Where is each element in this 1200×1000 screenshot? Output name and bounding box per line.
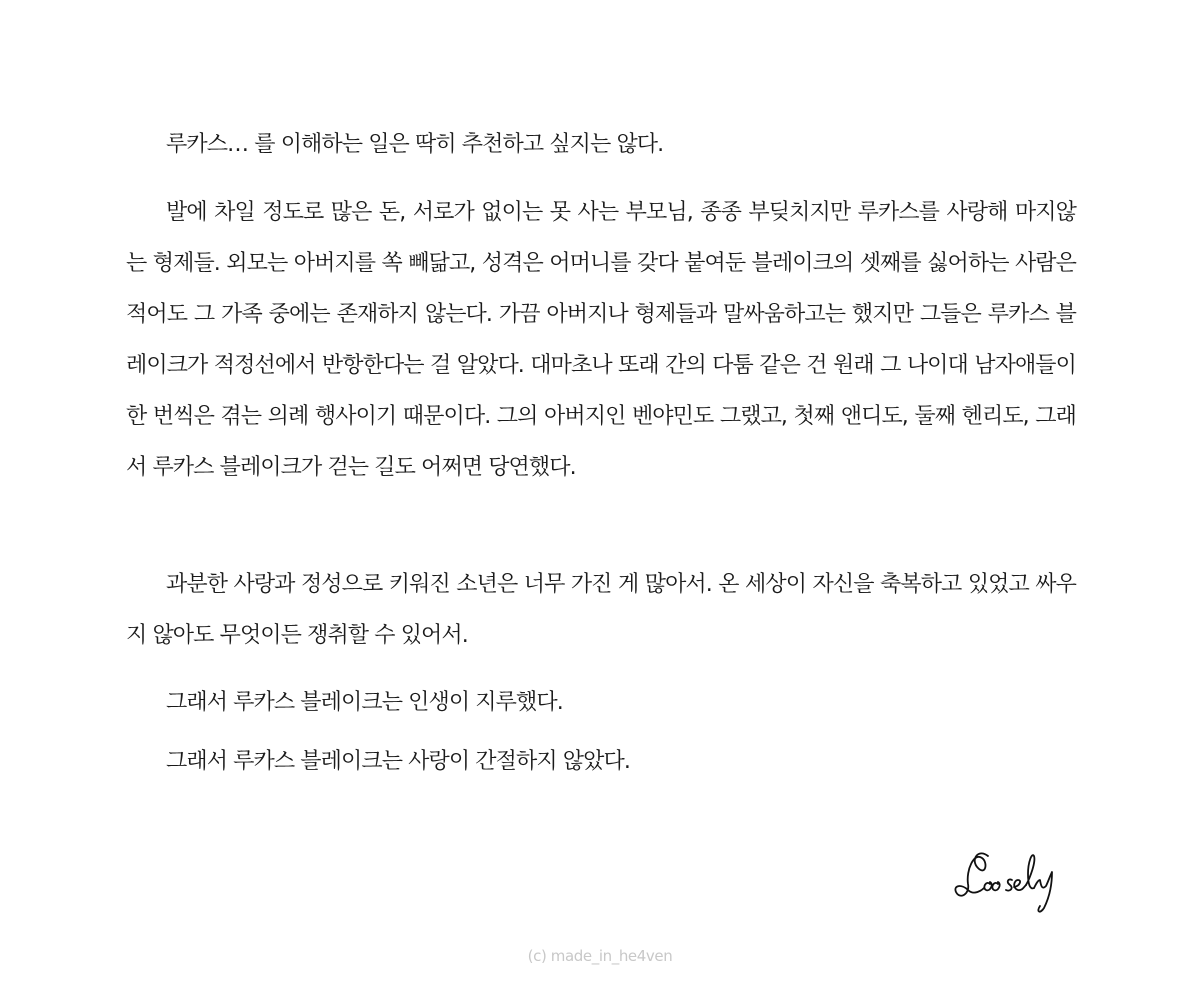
paragraph-3: 과분한 사랑과 정성으로 키워진 소년은 너무 가진 게 많아서. 온 세상이 자신을 축복하고 있었고 싸우지 않아도 무엇이든 쟁취할 수 있어서. <box>126 572 1076 648</box>
signature-logo <box>948 840 1082 920</box>
paragraph-1: 루카스… 를 이해하는 일은 딱히 추천하고 싶지는 않다. <box>166 132 664 157</box>
paragraph-2: 발에 차일 정도로 많은 돈, 서로가 없이는 못 사는 부모님, 종종 부딪치지만 루카스를 사랑해 마지않는 형제들. 외모는 아버지를 쏙 빼닮고, 성격은 어머니를 갖다 붙여둔 블레이크의 셋째를 싫어하는 사람은 적어도 그 가족 중에는 존재하지 않는다. 가끔 아버지나 형제들과 말싸움하고는 했지만 그들은 루카스 블레이크가 적정선에서 반항한다는 걸 알았다. 대마초나 또래 간의 다툼 같은 건 원래 그 나이대 남자애들이 한 번씩은 겪는 의례 행사이기 때문이다. 그의 아버지인 벤야민도 그랬고, 첫째 앤디도, 둘째 헨리도, 그래서 루카스 블레이크가 걷는 길도 어쩌면 당연했다. <box>126 200 1076 480</box>
paragraph-4: 그래서 루카스 블레이크는 인생이 지루했다. <box>166 690 563 715</box>
text-section-2 <box>126 559 1076 779</box>
paragraph-5: 그래서 루카스 블레이크는 사랑이 간절하지 않았다. <box>166 749 630 774</box>
copyright-credit: (c) made_in_he4ven <box>527 947 673 965</box>
text-section-1 <box>126 128 1076 493</box>
